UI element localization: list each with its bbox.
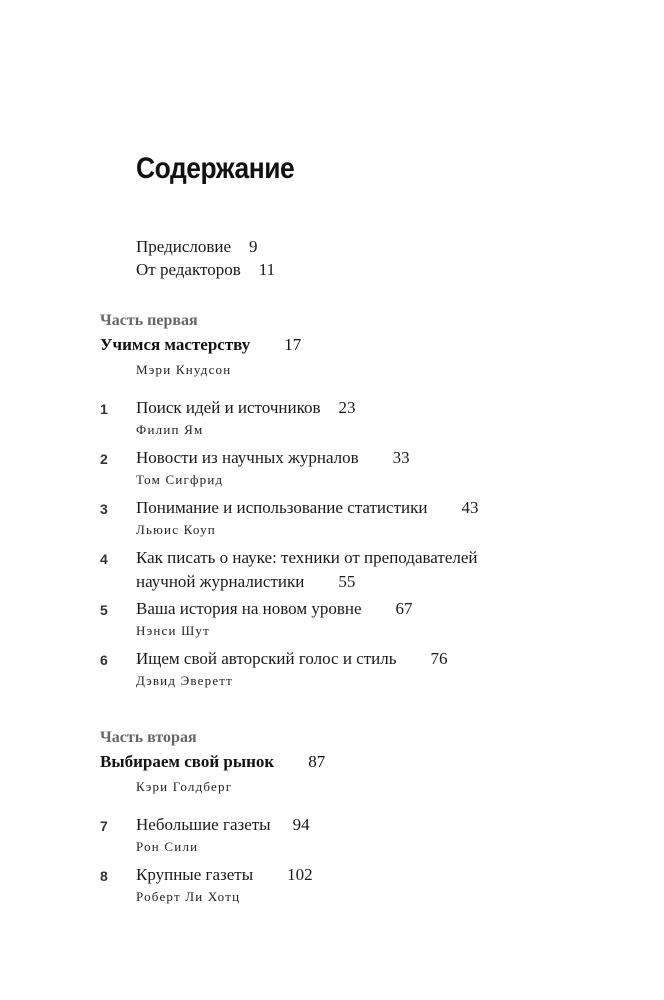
chapter-entry[interactable] [136,648,448,670]
part-title-text: Выбираем свой рынок [100,752,275,771]
chapter-entry-continued[interactable] [136,571,355,593]
chapter-entry[interactable] [136,814,310,836]
chapter-page: 76 [430,649,448,668]
chapter-author: Дэвид Эверетт [136,673,234,688]
chapter-author: Роберт Ли Хотц [136,889,241,904]
chapter-number: 3 [100,501,108,517]
entry-title: Предисловие [136,237,232,256]
chapter-number: 8 [100,868,108,884]
chapter-author: Филип Ям [136,422,204,437]
part-label: Часть первая [100,312,198,329]
chapter-number: 1 [100,401,108,417]
chapter-number: 7 [100,818,108,834]
chapter-number: 6 [100,652,108,668]
toc-entry-preface[interactable] [136,236,258,258]
chapter-page: 43 [461,498,479,517]
chapter-entry[interactable] [136,547,478,569]
chapter-title: Поиск идей и источников [136,398,321,417]
chapter-title: Понимание и использование статистики [136,498,428,517]
chapter-author: Рон Сили [136,839,199,854]
entry-title: От редакторов [136,260,241,279]
chapter-entry[interactable] [136,397,356,419]
chapter-entry[interactable] [136,864,313,886]
chapter-page: 67 [395,599,413,618]
part-label: Часть вторая [100,729,197,746]
chapter-number: 4 [100,551,108,567]
chapter-page: 33 [392,448,410,467]
entry-page: 9 [249,237,258,256]
chapter-title-line2: научной журналистики [136,572,305,591]
chapter-title: Ищем свой авторский голос и стиль [136,649,397,668]
chapter-author: Том Сигфрид [136,472,224,487]
entry-page: 11 [258,260,276,279]
chapter-title: Небольшие газеты [136,815,271,834]
chapter-title-line1: Как писать о науке: техники от преподавателей [136,548,478,567]
chapter-page: 55 [338,572,356,591]
page-title: Содержание [136,152,295,185]
chapter-entry[interactable] [136,598,413,620]
chapter-page: 23 [338,398,356,417]
toc-entry-editors[interactable] [136,259,275,281]
part-title[interactable] [100,752,325,772]
chapter-entry[interactable] [136,447,410,469]
part-title-text: Учимся мастерству [100,335,251,354]
part-title[interactable] [100,335,301,355]
chapter-page: 94 [292,815,310,834]
chapter-title: Крупные газеты [136,865,254,884]
chapter-page: 102 [287,865,313,884]
chapter-number: 5 [100,602,108,618]
part-author: Кэри Голдберг [136,779,233,794]
chapter-entry[interactable] [136,497,478,519]
part-page: 87 [308,752,326,771]
chapter-number: 2 [100,451,108,467]
chapter-title: Ваша история на новом уровне [136,599,362,618]
part-author: Мэри Кнудсон [136,362,232,377]
chapter-author: Льюис Коуп [136,522,216,537]
chapter-author: Нэнси Шут [136,623,210,638]
part-page: 17 [284,335,302,354]
chapter-title: Новости из научных журналов [136,448,359,467]
